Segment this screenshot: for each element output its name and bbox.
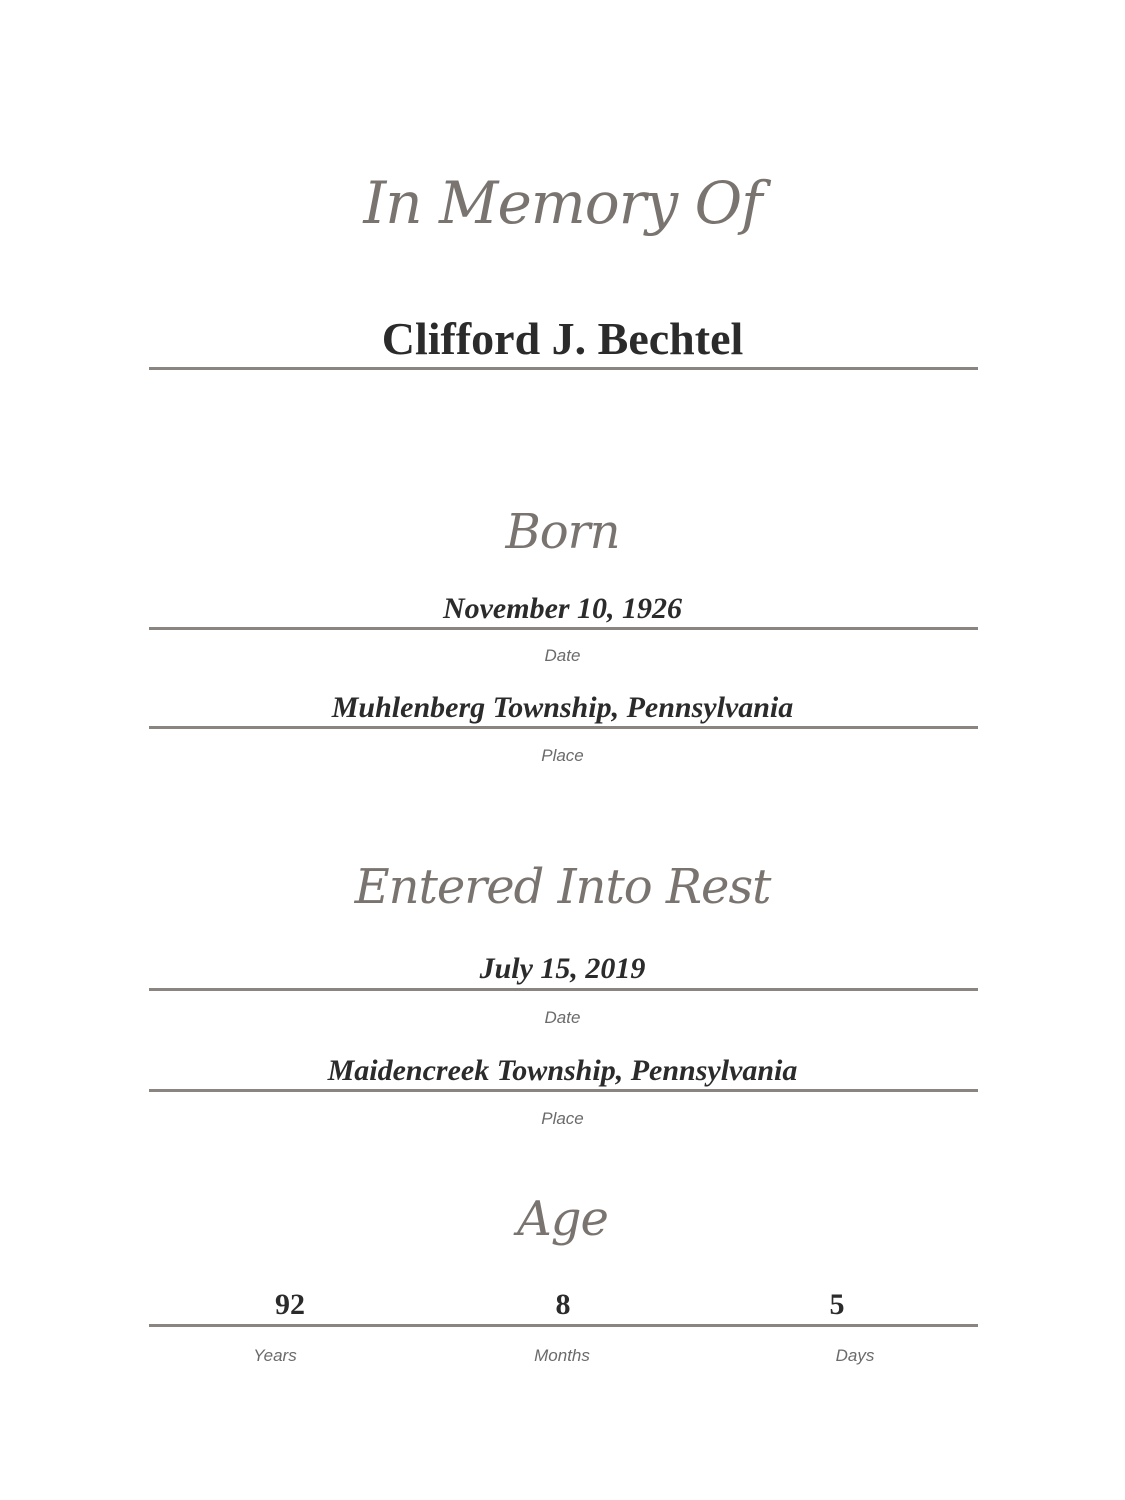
rest-date: July 15, 2019 [479, 952, 646, 985]
born-date-rule [149, 627, 978, 630]
rest-date-rule [149, 988, 978, 991]
rest-title: Entered Into Rest [354, 859, 771, 915]
rest-place-rule [149, 1089, 978, 1092]
deceased-name: Clifford J. Bechtel [381, 313, 744, 364]
memorial-heading: In Memory Of [363, 169, 762, 237]
rest-place: Maidencreek Township, Pennsylvania [327, 1054, 798, 1087]
born-place-label: Place [541, 746, 584, 765]
rest-date-label: Date [544, 1008, 581, 1027]
born-title: Born [505, 504, 620, 560]
age-title: Age [517, 1191, 608, 1247]
age-years-label: Years [253, 1346, 297, 1365]
born-date: November 10, 1926 [442, 592, 683, 625]
age-rule [149, 1324, 978, 1327]
age-days-label: Days [835, 1346, 875, 1365]
age-years-value: 92 [275, 1288, 305, 1321]
born-place-rule [149, 726, 978, 729]
age-months-label: Months [534, 1346, 590, 1365]
born-date-label: Date [544, 646, 581, 665]
age-months-value: 8 [555, 1288, 571, 1321]
age-days-value: 5 [829, 1288, 845, 1321]
name-rule [149, 367, 978, 370]
born-place: Muhlenberg Township, Pennsylvania [331, 691, 794, 724]
rest-place-label: Place [541, 1109, 584, 1128]
